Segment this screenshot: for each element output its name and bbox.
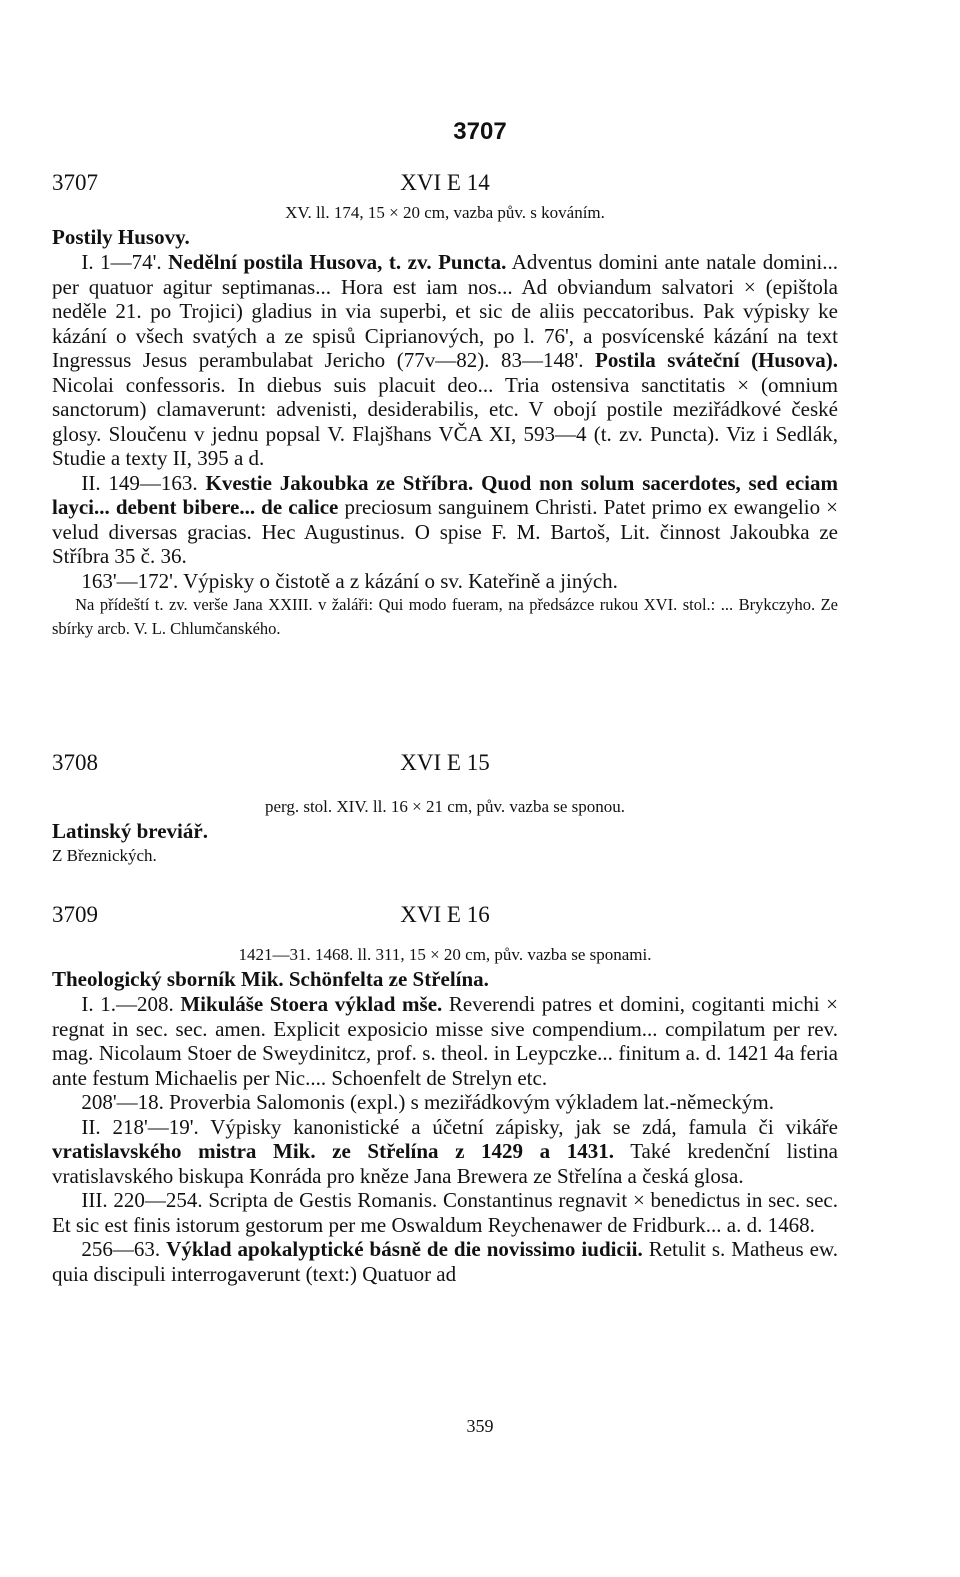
entry-number: 3708 [52, 750, 98, 775]
entry-3708 [52, 750, 838, 867]
shelf-mark: XVI E 16 [400, 902, 490, 927]
content-paragraph [52, 1237, 838, 1286]
content-paragraph: 208'—18. Proverbia Salomonis (expl.) s meziřádkovým výkladem lat.-německým. [81, 1090, 774, 1114]
content-paragraph [52, 1115, 838, 1189]
entry-title: Latinský breviář. [52, 819, 208, 843]
entry-number: 3707 [52, 170, 98, 195]
content-paragraph: 163'—172'. Výpisky o čistotě a z kázání o sv. Kateřině a jiných. [81, 568, 618, 593]
page-number: 359 [466, 1416, 494, 1436]
entry-header [52, 750, 838, 780]
paragraph-text: Retulit s. Matheus ew. quia discipuli interrogaverunt (text:) Quatuor ad [52, 1237, 839, 1286]
entry-3707 [52, 170, 838, 641]
shelf-mark: XVI E 14 [400, 170, 490, 195]
folio-range: I. 1.—208. [81, 992, 181, 1016]
entry-number: 3709 [52, 902, 98, 927]
work-title: Kvestie Jakoubka ze Stříbra. Quod non solum sacerdotes, sed eciam layci... debent bibere... de calice [52, 470, 838, 519]
provenance-note: Z Březnických. [52, 846, 157, 865]
work-title: Výklad apokalyptické básně de die novissimo iudicii. [166, 1237, 643, 1261]
entry-title: Theologický sborník Mik. Schönfelta ze Střelína. [52, 967, 489, 991]
entry-header [52, 170, 838, 200]
content-paragraph [52, 471, 838, 569]
paragraph-text: preciosum sanguinem Christi. Patet primo ex ewangelio × velud diversas gracias. Hec Augustinus. O spise F. M. Bartoš, Lit. činnost Jakoubka ze Stříbra 35 č. 36. [52, 495, 839, 568]
entry-title: Postily Husovy. [52, 225, 190, 249]
running-head: 3707 [453, 118, 507, 145]
folio-range: I. 1—74'. [81, 250, 169, 274]
entry-header [52, 902, 838, 932]
paragraph-text: Nicolai confessoris. In diebus suis placuit deo... Tria ostensiva sanctitatis × (omnium sanctorum) clamaverunt: advenisti, desiderabilis, etc. V obojí postile meziřádkové české glosy. Sloučenu v jednu popsal V. Flajšhans VČA XI, 593—4 (t. zv. Puncta). Viz i Sedlák, Studie a texty II, 395 a d. [52, 372, 838, 470]
folio-range: 256—63. [81, 1237, 167, 1261]
provenance-note: Na přídeští t. zv. verše Jana XXIII. v žaláři: Qui modo fueram, na předsázce rukou XVI. stol.: ... Brykczyho. Ze sbírky arcb. V. L. Chlumčanského. [52, 595, 838, 638]
content-paragraph: III. 220—254. Scripta de Gestis Romanis. Constantinus regnavit × benedictus in sec. sec. Et sic est finis istorum gestorum per me Oswaldum Reychenawer de Fridburk... a. d. 1468. [52, 1188, 838, 1237]
shelf-mark: XVI E 15 [400, 750, 490, 775]
paragraph-text: Také kredenční listina vratislavského biskupa Konráda pro kněze Jana Brewera ze Střelína a česká glosa. [52, 1139, 838, 1188]
content-paragraph [52, 992, 838, 1090]
work-title: vratislavského mistra Mik. ze Střelína z 1429 a 1431. [52, 1139, 614, 1163]
work-title: Nedělní postila Husova, t. zv. Puncta. [168, 250, 507, 274]
work-title: Postila sváteční (Husova). [595, 348, 838, 372]
physical-description: XV. ll. 174, 15 × 20 cm, vazba pův. s kováním. [285, 203, 605, 222]
work-title: Mikuláše Stoera výklad mše. [180, 992, 443, 1016]
paragraph-text: Adventus domini ante natale domini... per quatuor agitur septimanas... Hora est iam nos... Ad obviandum salvatori × (epištola neděle 21. po Trojici) gladius in via superbi, et sic de aliis peccatoribus. Pak výpisky ke kázání o všech svatých a ze spisů Ciprianových, po l. 76', a posvícenské kázání na text Ingressus Jesus perambulabat Jericho (77v—82). 83—148'. [52, 250, 838, 372]
paragraph-text: Reverendi patres et domini, cogitanti michi × regnat in sec. sec. amen. Explicit exposicio misse sive compendium... compilatum per rev. mag. Nicolaum Stoer de Sweydinitcz, prof. s. theol. in Leypczke... finitum a. d. 1421 4a feria ante festum Michaelis per Nic.... Schoenfelt de Strelyn etc. [52, 992, 838, 1090]
entry-3709 [52, 902, 838, 1286]
physical-description: 1421—31. 1468. ll. 311, 15 × 20 cm, pův. vazba se sponami. [238, 945, 652, 964]
paragraph-text: II. 218'—19'. Výpisky kanonistické a účetní zápisky, jak se zdá, famula či vikáře [81, 1114, 838, 1139]
content-paragraph [52, 250, 838, 471]
physical-description: perg. stol. XIV. ll. 16 × 21 cm, pův. vazba se sponou. [264, 797, 626, 816]
folio-range: II. 149—163. [81, 470, 206, 495]
